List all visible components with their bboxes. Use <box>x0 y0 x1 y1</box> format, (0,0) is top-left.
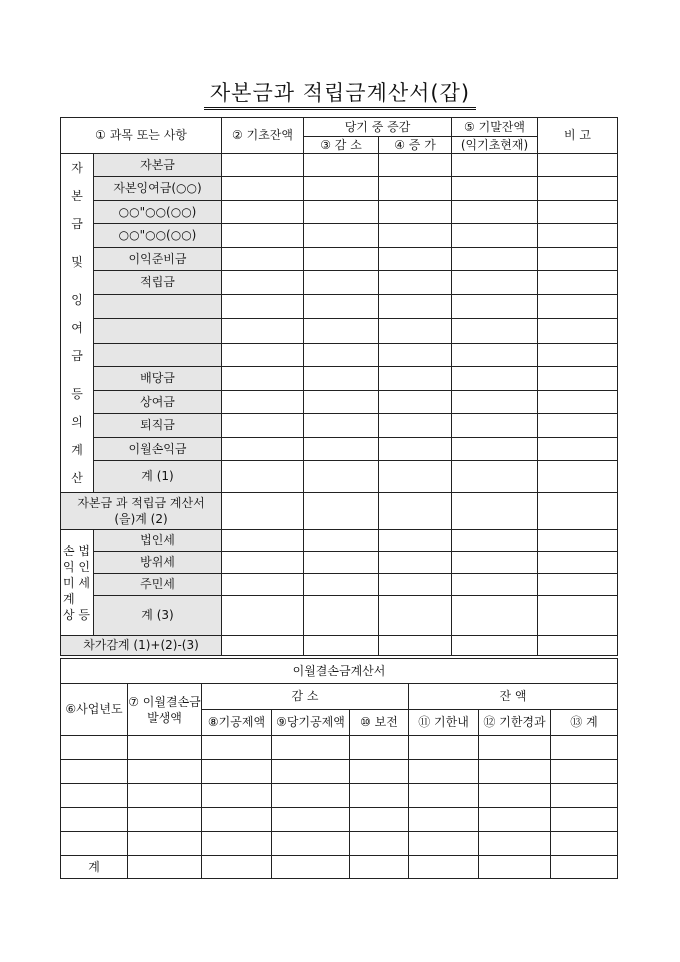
sub-header-11: ⑪ 기한내 <box>409 710 479 736</box>
input-cell[interactable] <box>452 437 538 460</box>
input-cell[interactable] <box>551 784 618 808</box>
header-balance-group: 잔 액 <box>409 684 618 710</box>
input-cell[interactable] <box>222 390 304 413</box>
table-row <box>61 832 618 856</box>
table-row <box>61 177 618 200</box>
input-cell[interactable] <box>304 414 379 437</box>
input-cell[interactable] <box>452 574 538 596</box>
section-label-line: 계 <box>63 591 75 606</box>
input-cell[interactable] <box>304 343 379 366</box>
input-cell[interactable] <box>551 760 618 784</box>
row-subject: 계 (1) <box>94 461 222 493</box>
input-cell[interactable] <box>222 367 304 390</box>
input-cell[interactable] <box>538 530 618 552</box>
input-cell[interactable] <box>538 390 618 413</box>
section-label-char: 산 <box>71 471 83 485</box>
input-cell[interactable] <box>452 390 538 413</box>
section-label-char: 의 <box>71 415 83 429</box>
sub-header-10: ⑩ 보전 <box>350 710 409 736</box>
input-cell[interactable] <box>202 760 272 784</box>
row-subject <box>94 319 222 344</box>
table-row <box>61 808 618 832</box>
input-cell[interactable] <box>304 461 379 493</box>
section-label-char: 여 <box>71 321 83 335</box>
input-cell[interactable] <box>304 154 379 177</box>
table-row <box>61 574 618 596</box>
input-cell[interactable] <box>128 808 202 832</box>
table-row <box>61 461 618 493</box>
input-cell[interactable] <box>538 271 618 294</box>
table-row <box>61 414 618 437</box>
input-cell[interactable] <box>452 319 538 344</box>
header-increase: ④ 증 가 <box>379 137 452 154</box>
input-cell[interactable] <box>452 200 538 223</box>
input-cell[interactable] <box>61 784 128 808</box>
input-cell[interactable] <box>272 736 350 760</box>
input-cell[interactable] <box>304 636 379 656</box>
section-capital-surplus-label <box>61 154 94 493</box>
input-cell[interactable] <box>538 414 618 437</box>
input-cell[interactable] <box>538 367 618 390</box>
input-cell[interactable] <box>379 200 452 223</box>
input-cell[interactable] <box>538 574 618 596</box>
subtotal-line: (을)계 (2) <box>114 512 168 526</box>
section-label-char: 계 <box>71 443 83 457</box>
input-cell[interactable] <box>304 224 379 247</box>
table-row <box>61 493 618 530</box>
row-total-label: 계 <box>61 856 128 879</box>
input-cell[interactable] <box>538 177 618 200</box>
section-label-char: 잉 <box>71 293 83 307</box>
input-cell[interactable] <box>379 596 452 636</box>
section-label-line: 미 세 <box>63 575 90 590</box>
row-subject: 자본금 <box>94 154 222 177</box>
input-cell[interactable] <box>379 461 452 493</box>
input-cell[interactable] <box>202 808 272 832</box>
input-cell[interactable] <box>409 808 479 832</box>
input-cell[interactable] <box>452 294 538 319</box>
sub-header-12: ⑫ 기한경과 <box>479 710 551 736</box>
input-cell[interactable] <box>379 574 452 596</box>
header-remarks: 비 고 <box>538 118 618 154</box>
input-cell[interactable] <box>538 596 618 636</box>
input-cell[interactable] <box>222 552 304 574</box>
input-cell[interactable] <box>452 154 538 177</box>
input-cell[interactable] <box>222 177 304 200</box>
input-cell[interactable] <box>202 784 272 808</box>
input-cell[interactable] <box>222 294 304 319</box>
input-cell[interactable] <box>379 390 452 413</box>
sub-header-13: ⑬ 계 <box>551 710 618 736</box>
row-subject: 주민세 <box>94 574 222 596</box>
input-cell[interactable] <box>452 596 538 636</box>
input-cell[interactable] <box>61 736 128 760</box>
section-label-line: 손 법 <box>63 543 90 558</box>
header-opening-balance: ② 기초잔액 <box>222 118 304 154</box>
input-cell[interactable] <box>452 636 538 656</box>
input-cell[interactable] <box>350 808 409 832</box>
table-row <box>61 530 618 552</box>
table-row <box>61 200 618 223</box>
table-row <box>61 294 618 319</box>
input-cell[interactable] <box>304 596 379 636</box>
input-cell[interactable] <box>551 736 618 760</box>
input-cell[interactable] <box>538 294 618 319</box>
input-cell[interactable] <box>379 367 452 390</box>
input-cell[interactable] <box>304 530 379 552</box>
input-cell[interactable] <box>128 736 202 760</box>
input-cell[interactable] <box>538 343 618 366</box>
row-subject <box>94 343 222 366</box>
input-cell[interactable] <box>379 271 452 294</box>
header-decrease-group: 감 소 <box>202 684 409 710</box>
input-cell[interactable] <box>128 856 202 879</box>
table-row <box>61 224 618 247</box>
input-cell[interactable] <box>379 224 452 247</box>
input-cell[interactable] <box>202 736 272 760</box>
row-subject: 이익준비금 <box>94 247 222 270</box>
input-cell[interactable] <box>452 493 538 530</box>
section-label-line: 익 인 <box>63 559 90 574</box>
input-cell[interactable] <box>222 224 304 247</box>
input-cell[interactable] <box>222 200 304 223</box>
input-cell[interactable] <box>379 414 452 437</box>
input-cell[interactable] <box>61 832 128 856</box>
input-cell[interactable] <box>379 154 452 177</box>
section-label-char: 본 <box>71 189 83 203</box>
row-subject: 계 (3) <box>94 596 222 636</box>
section-label-char: 금 <box>71 349 83 363</box>
table-row <box>61 319 618 344</box>
table-row <box>61 636 618 656</box>
input-cell[interactable] <box>304 247 379 270</box>
header-change-group: 당기 중 증감 <box>304 118 452 137</box>
input-cell[interactable] <box>202 832 272 856</box>
input-cell[interactable] <box>452 343 538 366</box>
input-cell[interactable] <box>222 247 304 270</box>
table-row <box>61 760 618 784</box>
input-cell[interactable] <box>304 294 379 319</box>
input-cell[interactable] <box>272 832 350 856</box>
input-cell[interactable] <box>538 636 618 656</box>
table-row <box>61 784 618 808</box>
table-row <box>61 437 618 460</box>
carried-loss-caption: 이월결손금계산서 <box>61 659 618 684</box>
input-cell[interactable] <box>379 319 452 344</box>
section-label-char: 및 <box>71 255 83 269</box>
input-cell[interactable] <box>379 437 452 460</box>
section-label-line: 상 등 <box>63 607 90 622</box>
input-cell[interactable] <box>538 319 618 344</box>
input-cell[interactable] <box>304 437 379 460</box>
input-cell[interactable] <box>452 461 538 493</box>
row-subject: 상여금 <box>94 390 222 413</box>
input-cell[interactable] <box>128 760 202 784</box>
input-cell[interactable] <box>452 224 538 247</box>
input-cell[interactable] <box>538 247 618 270</box>
row-net-total: 차가감계 (1)+(2)-(3) <box>61 636 222 656</box>
input-cell[interactable] <box>304 367 379 390</box>
input-cell[interactable] <box>538 200 618 223</box>
section-label-char: 금 <box>71 217 83 231</box>
input-cell[interactable] <box>222 574 304 596</box>
input-cell[interactable] <box>304 574 379 596</box>
subtotal-line: 자본금 과 적립금 계산서 <box>77 496 205 510</box>
section-label-char: 등 <box>71 387 83 401</box>
input-cell[interactable] <box>222 343 304 366</box>
input-cell[interactable] <box>61 760 128 784</box>
input-cell[interactable] <box>222 461 304 493</box>
row-subject: ○○"○○(○○) <box>94 224 222 247</box>
row-subject <box>94 294 222 319</box>
table-row <box>61 596 618 636</box>
row-subject: 퇴직금 <box>94 414 222 437</box>
table-row <box>61 247 618 270</box>
header-decrease: ③ 감 소 <box>304 137 379 154</box>
section-label-char: 자 <box>71 161 83 175</box>
row-subject: 자본잉여금(○○) <box>94 177 222 200</box>
input-cell[interactable] <box>304 493 379 530</box>
input-cell[interactable] <box>452 414 538 437</box>
input-cell[interactable] <box>479 832 551 856</box>
input-cell[interactable] <box>551 856 618 879</box>
input-cell[interactable] <box>272 784 350 808</box>
row-subject: 배당금 <box>94 367 222 390</box>
document-title: 자본금과 적립금계산서(갑) <box>0 80 680 110</box>
input-cell[interactable] <box>222 437 304 460</box>
input-cell[interactable] <box>538 493 618 530</box>
row-subject: 법인세 <box>94 530 222 552</box>
sub-header-8: ⑧기공제액 <box>202 710 272 736</box>
header-subject: ① 과목 또는 사항 <box>61 118 222 154</box>
input-cell[interactable] <box>304 271 379 294</box>
input-cell[interactable] <box>222 319 304 344</box>
input-cell[interactable] <box>479 808 551 832</box>
section-tax-label <box>61 530 94 636</box>
input-cell[interactable] <box>304 319 379 344</box>
input-cell[interactable] <box>222 596 304 636</box>
input-cell[interactable] <box>379 530 452 552</box>
input-cell[interactable] <box>379 636 452 656</box>
row-subject: ○○"○○(○○) <box>94 200 222 223</box>
header-closing-balance-line2: (익기초현재) <box>452 137 538 154</box>
input-cell[interactable] <box>222 414 304 437</box>
header-closing-balance-line1: ⑤ 기말잔액 <box>452 118 538 137</box>
input-cell[interactable] <box>452 177 538 200</box>
input-cell[interactable] <box>538 154 618 177</box>
input-cell[interactable] <box>452 367 538 390</box>
input-cell[interactable] <box>350 832 409 856</box>
input-cell[interactable] <box>61 808 128 832</box>
input-cell[interactable] <box>379 294 452 319</box>
input-cell[interactable] <box>551 832 618 856</box>
table-row <box>61 552 618 574</box>
table-row <box>61 856 618 879</box>
input-cell[interactable] <box>379 343 452 366</box>
input-cell[interactable] <box>452 552 538 574</box>
input-cell[interactable] <box>452 247 538 270</box>
input-cell[interactable] <box>304 390 379 413</box>
input-cell[interactable] <box>379 247 452 270</box>
input-cell[interactable] <box>202 856 272 879</box>
input-cell[interactable] <box>128 832 202 856</box>
header-fiscal-year: ⑥사업년도 <box>61 684 128 736</box>
input-cell[interactable] <box>538 224 618 247</box>
input-cell[interactable] <box>452 271 538 294</box>
input-cell[interactable] <box>128 784 202 808</box>
table-row <box>61 736 618 760</box>
input-cell[interactable] <box>379 493 452 530</box>
input-cell[interactable] <box>452 530 538 552</box>
row-subject: 적립금 <box>94 271 222 294</box>
input-cell[interactable] <box>304 552 379 574</box>
input-cell[interactable] <box>538 437 618 460</box>
input-cell[interactable] <box>538 552 618 574</box>
input-cell[interactable] <box>479 760 551 784</box>
input-cell[interactable] <box>304 200 379 223</box>
input-cell[interactable] <box>222 636 304 656</box>
input-cell[interactable] <box>409 760 479 784</box>
input-cell[interactable] <box>272 856 350 879</box>
input-cell[interactable] <box>350 856 409 879</box>
input-cell[interactable] <box>222 271 304 294</box>
input-cell[interactable] <box>379 552 452 574</box>
input-cell[interactable] <box>409 736 479 760</box>
input-cell[interactable] <box>409 784 479 808</box>
input-cell[interactable] <box>350 784 409 808</box>
input-cell[interactable] <box>272 808 350 832</box>
sub-header-9: ⑨당기공제액 <box>272 710 350 736</box>
input-cell[interactable] <box>222 530 304 552</box>
header-loss-occurred: ⑦ 이월결손금 발생액 <box>128 684 202 736</box>
input-cell[interactable] <box>409 856 479 879</box>
row-subject: 이월손익금 <box>94 437 222 460</box>
table-row <box>61 343 618 366</box>
input-cell[interactable] <box>479 784 551 808</box>
input-cell[interactable] <box>350 760 409 784</box>
input-cell[interactable] <box>304 177 379 200</box>
input-cell[interactable] <box>409 832 479 856</box>
input-cell[interactable] <box>551 808 618 832</box>
input-cell[interactable] <box>538 461 618 493</box>
input-cell[interactable] <box>479 736 551 760</box>
row-subtotal-2 <box>61 493 222 530</box>
input-cell[interactable] <box>222 154 304 177</box>
table-row <box>61 367 618 390</box>
table-row <box>61 154 618 177</box>
table-row <box>61 390 618 413</box>
input-cell[interactable] <box>479 856 551 879</box>
input-cell[interactable] <box>350 736 409 760</box>
row-subject: 방위세 <box>94 552 222 574</box>
input-cell[interactable] <box>222 493 304 530</box>
table-row <box>61 271 618 294</box>
input-cell[interactable] <box>272 760 350 784</box>
carried-loss-table <box>60 658 618 879</box>
capital-reserve-table <box>60 117 618 656</box>
input-cell[interactable] <box>379 177 452 200</box>
